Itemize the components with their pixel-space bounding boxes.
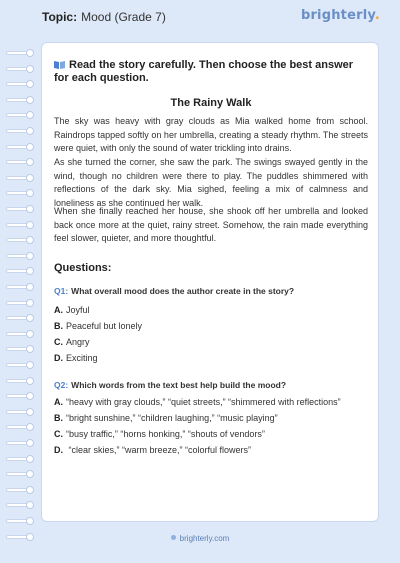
option-letter: D. [54, 445, 63, 455]
binding-ring-icon [6, 329, 34, 339]
ring-hole [26, 330, 34, 338]
binding-ring-icon [6, 188, 34, 198]
option-text: Peaceful but lonely [66, 321, 143, 331]
q1-option-d[interactable] [54, 353, 374, 363]
ring-hole [26, 345, 34, 353]
question-1-text: What overall mood does the author create in the story? [71, 286, 295, 296]
ring-hole [26, 283, 34, 291]
logo-dot-icon: . [374, 8, 380, 23]
binding-ring-icon [6, 422, 34, 432]
ring-hole [26, 158, 34, 166]
ring-hole [26, 49, 34, 57]
story-paragraph-1: The sky was heavy with gray clouds as Mia walked home from school. Raindrops tapped softly on her umbrella, creating a steady rhythm. The streets were quiet, with only the sound of water trickling into drains. [54, 116, 368, 154]
ring-hole [26, 236, 34, 244]
option-letter: D. [54, 353, 63, 363]
ring-hole [26, 267, 34, 275]
q1-option-b[interactable] [54, 321, 374, 331]
option-letter: C. [54, 337, 63, 347]
topic-line [42, 10, 166, 24]
q1-option-c[interactable] [54, 337, 374, 347]
ring-loop [6, 113, 28, 117]
ring-hole [26, 361, 34, 369]
ring-hole [26, 501, 34, 509]
binding-ring-icon [6, 220, 34, 230]
ring-hole [26, 143, 34, 151]
ring-loop [6, 301, 28, 305]
binding-ring-icon [6, 407, 34, 417]
ring-loop [6, 238, 28, 242]
ring-hole [26, 80, 34, 88]
ring-loop [6, 347, 28, 351]
binding-ring-icon [6, 95, 34, 105]
spiral-binding [6, 40, 36, 540]
ring-hole [26, 299, 34, 307]
q1-option-a[interactable] [54, 305, 374, 315]
instructions-text: Read the story carefully. Then choose the best answer for each question. [54, 59, 354, 84]
option-letter: A. [54, 305, 63, 315]
ring-hole [26, 423, 34, 431]
binding-ring-icon [6, 235, 34, 245]
ring-hole [26, 408, 34, 416]
option-text: “bright sunshine,” “children laughing,” “music playing” [66, 413, 278, 423]
ring-loop [6, 98, 28, 102]
ring-hole [26, 517, 34, 525]
binding-ring-icon [6, 173, 34, 183]
binding-ring-icon [6, 79, 34, 89]
question-1-number: Q1: [54, 286, 69, 296]
ring-loop [6, 51, 28, 55]
binding-ring-icon [6, 454, 34, 464]
option-text: Exciting [66, 353, 98, 363]
ring-loop [6, 519, 28, 523]
option-letter: A. [54, 397, 63, 407]
binding-ring-icon [6, 282, 34, 292]
q2-option-d[interactable] [54, 445, 374, 455]
ring-loop [6, 488, 28, 492]
footer-link[interactable]: brighterly.com [179, 534, 230, 543]
question-2-number: Q2: [54, 380, 69, 390]
binding-ring-icon [6, 376, 34, 386]
footer-dot-icon [171, 535, 176, 540]
binding-ring-icon [6, 64, 34, 74]
ring-hole [26, 127, 34, 135]
book-icon [54, 60, 65, 69]
binding-ring-icon [6, 204, 34, 214]
ring-hole [26, 252, 34, 260]
binding-ring-icon [6, 251, 34, 261]
ring-hole [26, 455, 34, 463]
top-bar [0, 0, 400, 36]
ring-loop [6, 145, 28, 149]
q2-option-b[interactable] [54, 413, 374, 423]
topic-label: Topic: [42, 10, 78, 24]
story-paragraph-2: As she turned the corner, she saw the park. The swings swayed gently in the wind, though no children were there to play. The puddles shimmered with reflections of the dark sky. Mia sighed, feeling a mix of calmness and loneliness as she continued her walk. [54, 157, 368, 208]
binding-ring-icon [6, 485, 34, 495]
ring-loop [6, 394, 28, 398]
q2-option-c[interactable] [54, 429, 374, 439]
ring-loop [6, 503, 28, 507]
ring-hole [26, 377, 34, 385]
q2-option-a[interactable] [54, 397, 374, 407]
ring-loop [6, 207, 28, 211]
ring-loop [6, 410, 28, 414]
option-text: “busy traffic,” “horns honking,” “shouts of vendors” [66, 429, 265, 439]
ring-hole [26, 174, 34, 182]
ring-loop [6, 191, 28, 195]
topic-value: Mood (Grade 7) [81, 10, 166, 24]
ring-hole [26, 205, 34, 213]
ring-loop [6, 67, 28, 71]
story-title: The Rainy Walk [170, 97, 252, 109]
brighterly-logo [301, 8, 380, 23]
ring-loop [6, 269, 28, 273]
footer [0, 534, 400, 543]
ring-loop [6, 316, 28, 320]
question-1 [54, 286, 374, 296]
binding-ring-icon [6, 516, 34, 526]
ring-loop [6, 160, 28, 164]
option-text: “heavy with gray clouds,” “quiet streets,” “shimmered with reflections” [66, 397, 341, 407]
option-text: Joyful [66, 305, 90, 315]
questions-heading: Questions: [54, 262, 112, 274]
binding-ring-icon [6, 391, 34, 401]
question-2-text: Which words from the text best help build the mood? [71, 380, 287, 390]
binding-ring-icon [6, 313, 34, 323]
ring-hole [26, 470, 34, 478]
binding-ring-icon [6, 142, 34, 152]
ring-hole [26, 439, 34, 447]
ring-hole [26, 314, 34, 322]
ring-loop [6, 441, 28, 445]
ring-loop [6, 223, 28, 227]
binding-ring-icon [6, 110, 34, 120]
binding-ring-icon [6, 126, 34, 136]
binding-ring-icon [6, 298, 34, 308]
option-letter: C. [54, 429, 63, 439]
binding-ring-icon [6, 469, 34, 479]
binding-ring-icon [6, 157, 34, 167]
ring-loop [6, 254, 28, 258]
ring-loop [6, 363, 28, 367]
ring-hole [26, 221, 34, 229]
binding-ring-icon [6, 48, 34, 58]
ring-loop [6, 425, 28, 429]
ring-loop [6, 472, 28, 476]
ring-loop [6, 176, 28, 180]
logo-text: brighterly [300, 8, 375, 23]
instructions [54, 59, 364, 85]
ring-hole [26, 392, 34, 400]
ring-loop [6, 379, 28, 383]
ring-hole [26, 96, 34, 104]
worksheet-card [41, 42, 379, 522]
option-letter: B. [54, 321, 63, 331]
option-text: “clear skies,” “warm breeze,” “colorful flowers” [66, 445, 252, 455]
ring-loop [6, 332, 28, 336]
ring-hole [26, 486, 34, 494]
option-text: Angry [66, 337, 90, 347]
binding-ring-icon [6, 360, 34, 370]
binding-ring-icon [6, 500, 34, 510]
option-letter: B. [54, 413, 63, 423]
question-2 [54, 380, 374, 390]
ring-hole [26, 189, 34, 197]
story-paragraph-3: When she finally reached her house, she shook off her umbrella and looked back once more at the quiet, rainy street. Somehow, the rain made everything feel slower, quieter, and more thoughtful. [54, 206, 368, 244]
ring-loop [6, 285, 28, 289]
binding-ring-icon [6, 344, 34, 354]
ring-loop [6, 82, 28, 86]
ring-hole [26, 65, 34, 73]
binding-ring-icon [6, 438, 34, 448]
binding-ring-icon [6, 266, 34, 276]
ring-hole [26, 111, 34, 119]
ring-loop [6, 129, 28, 133]
ring-loop [6, 457, 28, 461]
